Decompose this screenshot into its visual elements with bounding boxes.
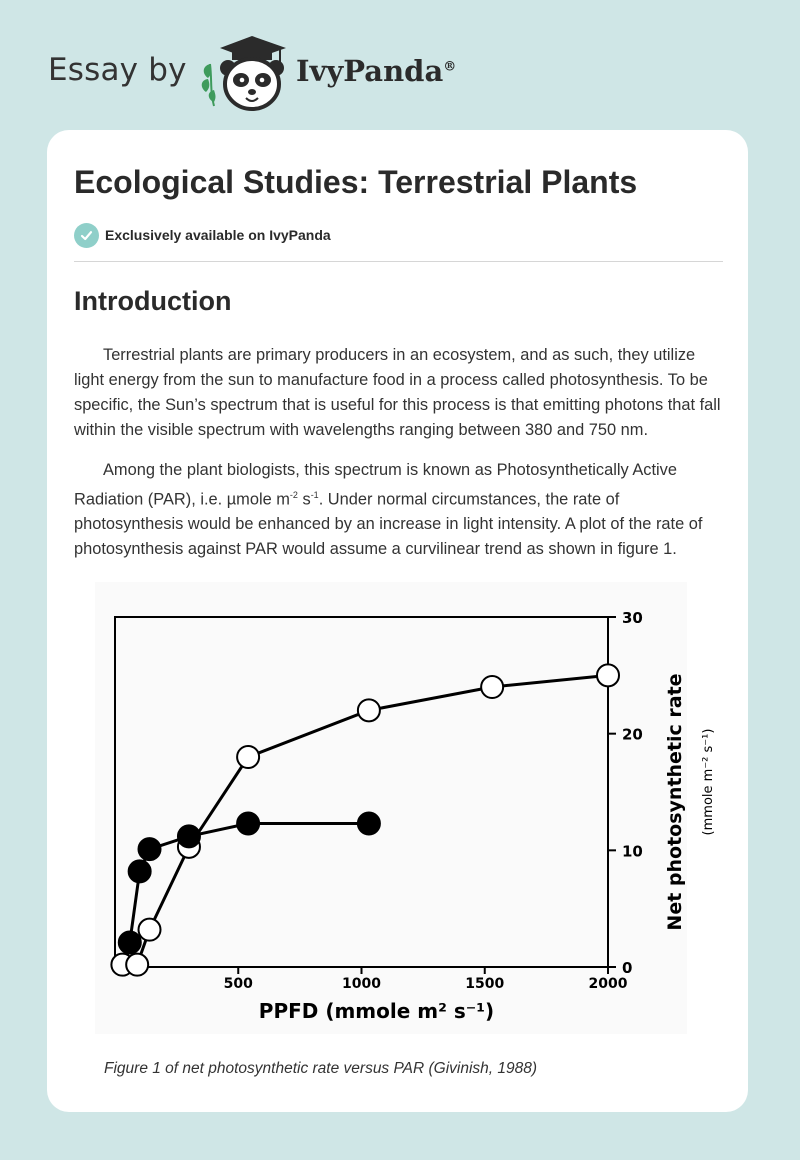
figure-caption: Figure 1 of net photosynthetic rate versus PAR (Givinish, 1988) xyxy=(104,1060,538,1077)
registered-mark: ® xyxy=(443,59,457,75)
open-data-point xyxy=(237,746,259,768)
y-axis-units: (mmole m⁻² s⁻¹) xyxy=(701,728,716,836)
open-data-point xyxy=(358,699,380,721)
section-heading: Introduction xyxy=(74,286,232,316)
panda-logo-icon xyxy=(200,34,292,114)
paragraph-2: Among the plant biologists, this spectrum is known as Photosynthetically Active Radiation (PAR), i.e. µmole $m^{-2}$ $s^{-1}$. Under normal circumstances, the rate of photosynthesis would be enhanced by an increase in light intensity. A plot of the rate of photosynthesis against PAR would assume a curvilinear trend as shown in figure 1. xyxy=(74,461,703,559)
open-data-point xyxy=(139,919,161,941)
filled-data-point xyxy=(237,813,259,835)
y-tick-label: 20 xyxy=(622,725,643,744)
photosynthesis-chart xyxy=(95,582,716,1034)
paragraph-1: Terrestrial plants are primary producers in an ecosystem, and as such, they utilize light energy from the sun to manufacture food in a process called photosynthesis. To be specific, the Sun’s spectrum that is useful for this process is that emitting photons that fall within the visible spectrum with wavelengths ranging between 380 and 750 nm. xyxy=(74,346,721,439)
x-tick-label: 1500 xyxy=(465,976,505,992)
x-tick-label: 1000 xyxy=(342,976,381,992)
divider xyxy=(74,261,723,262)
y-axis-label: Net photosynthetic rate xyxy=(664,673,686,931)
open-data-point xyxy=(126,954,148,976)
brand-header xyxy=(48,34,508,114)
brand-name: IvyPanda® xyxy=(296,54,457,88)
open-data-point xyxy=(481,676,503,698)
filled-data-point xyxy=(119,932,141,954)
y-tick-label: 10 xyxy=(622,842,643,861)
y-tick-label: 30 xyxy=(622,609,643,627)
page-title: Ecological Studies: Terrestrial Plants xyxy=(74,164,638,200)
filled-data-point xyxy=(129,860,151,882)
y-tick-label: 0 xyxy=(622,959,633,977)
badge-text: Exclusively available on IvyPanda xyxy=(105,227,331,243)
open-data-point xyxy=(597,664,619,686)
article-card xyxy=(47,130,748,1112)
filled-data-point xyxy=(139,838,161,860)
brand-prefix: Essay by xyxy=(48,52,187,88)
filled-data-point xyxy=(178,825,200,847)
exclusive-badge xyxy=(74,222,331,248)
x-tick-label: 500 xyxy=(223,976,253,992)
check-icon xyxy=(74,223,99,248)
x-axis-label: PPFD (mmole m² s⁻¹) xyxy=(258,999,495,1023)
filled-data-point xyxy=(358,813,380,835)
x-tick-label: 2000 xyxy=(588,976,628,992)
